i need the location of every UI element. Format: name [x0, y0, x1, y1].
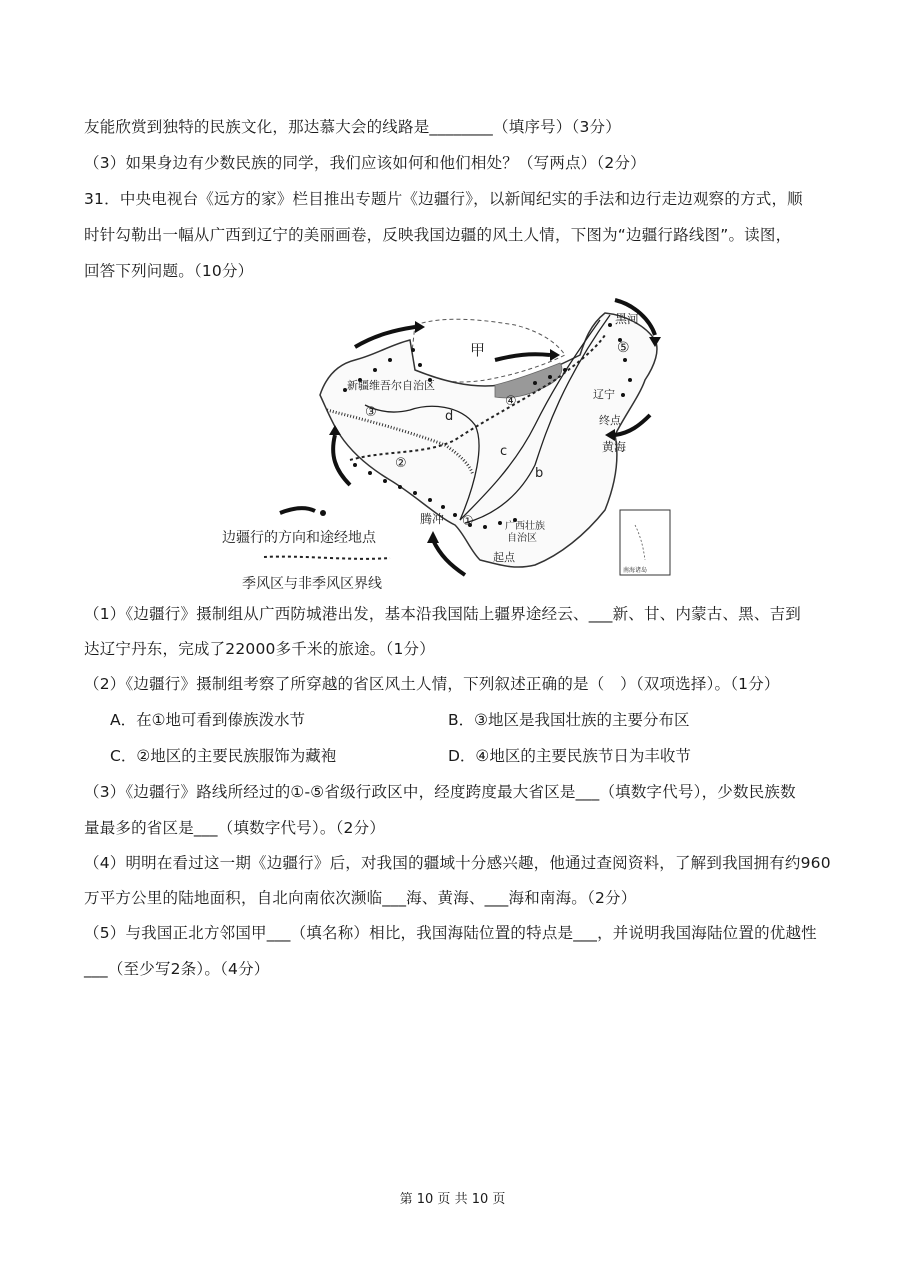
label-zhongdian: 终点 — [599, 414, 621, 427]
question-31-stem-2: 时针勾勒出一幅从广西到辽宁的美丽画卷，反映我国边疆的风土人情，下图为“边疆行路线图”。读图， — [84, 226, 792, 244]
q31-1-line-b: 达辽宁丹东，完成了22000多千米的旅途。（1分） — [84, 640, 435, 658]
option-a: A．在①地可看到傣族泼水节 — [110, 711, 305, 729]
legend-monsoon-label: 季风区与非季风区界线 — [242, 576, 382, 592]
label-inset: 南海诸岛 — [623, 567, 648, 574]
label-c: c — [500, 444, 508, 459]
q31-2: （2）《边疆行》摄制组考察了所穿越的省区风土人情，下列叙述正确的是（ ）（双项选择）。（1分） — [84, 675, 780, 693]
legend-arrow — [280, 508, 315, 513]
label-n2: ② — [395, 456, 407, 471]
question-3: （3）如果身边有少数民族的同学，我们应该如何和他们相处？（写两点）（2分） — [84, 154, 646, 172]
page-footer: 第 10 页 共 10 页 — [399, 1192, 506, 1207]
label-n4: ④ — [505, 394, 517, 409]
option-d: D．④地区的主要民族节日为丰收节 — [448, 747, 691, 765]
label-d: d — [445, 409, 454, 424]
border-route-map — [215, 285, 695, 595]
map-svg — [215, 285, 695, 595]
label-huanghai: 黄海 — [602, 440, 627, 454]
label-heihe: 黑河 — [615, 312, 640, 326]
legend-route-label: 边疆行的方向和途经地点 — [222, 530, 376, 546]
label-b: b — [535, 466, 544, 481]
q31-4-line-b: 万平方公里的陆地面积，自北向南依次濒临___海、黄海、___海和南海。（2分） — [84, 889, 637, 907]
q31-5-line-a: （5）与我国正北方邻国甲___（填名称）相比，我国海陆位置的特点是___，并说明我国海陆位置的优越性 — [84, 924, 817, 942]
label-liaoning: 辽宁 — [593, 388, 615, 401]
label-n1: ① — [462, 514, 474, 529]
question-31-stem-1: 31．中央电视台《远方的家》栏目推出专题片《边疆行》，以新闻纪实的手法和边行走边观察的方式，顺 — [84, 190, 803, 208]
text-line-1: 友能欣赏到独特的民族文化，那达慕大会的线路是________（填序号）（3分） — [84, 118, 621, 136]
label-n3: ③ — [365, 405, 377, 420]
inset-box — [620, 510, 670, 575]
option-b: B．③地区是我国壮族的主要分布区 — [448, 711, 690, 729]
label-qidian: 起点 — [493, 551, 515, 564]
label-jia: 甲 — [470, 341, 486, 359]
label-tengchong: 腾冲 — [420, 512, 445, 526]
label-xinjiang: 新疆维吾尔自治区 — [347, 379, 435, 392]
q31-3-line-a: （3）《边疆行》路线所经过的①-⑤省级行政区中，经度跨度最大省区是___（填数字代号），少数民族数 — [84, 783, 796, 801]
label-guangxi-1: 广西壮族 — [505, 521, 545, 532]
label-guangxi-2: 自治区 — [507, 533, 537, 544]
legend-dash-sample — [262, 553, 392, 563]
label-n5: ⑤ — [617, 340, 630, 356]
q31-3-line-b: 量最多的省区是___（填数字代号）。（2分） — [84, 819, 386, 837]
q31-4-line-a: （4）明明在看过这一期《边疆行》后，对我国的疆域十分感兴趣，他通过查阅资料，了解到我国拥有约960 — [84, 854, 831, 872]
question-31-stem-3: 回答下列问题。（10分） — [84, 262, 254, 280]
q31-1-line-a: （1）《边疆行》摄制组从广西防城港出发，基本沿我国陆上疆界途经云、___新、甘、内蒙古、黑、吉到 — [84, 605, 801, 623]
q31-5-line-b: ___（至少写2条）。（4分） — [84, 960, 270, 978]
option-c: C．②地区的主要民族服饰为藏袍 — [110, 747, 337, 765]
